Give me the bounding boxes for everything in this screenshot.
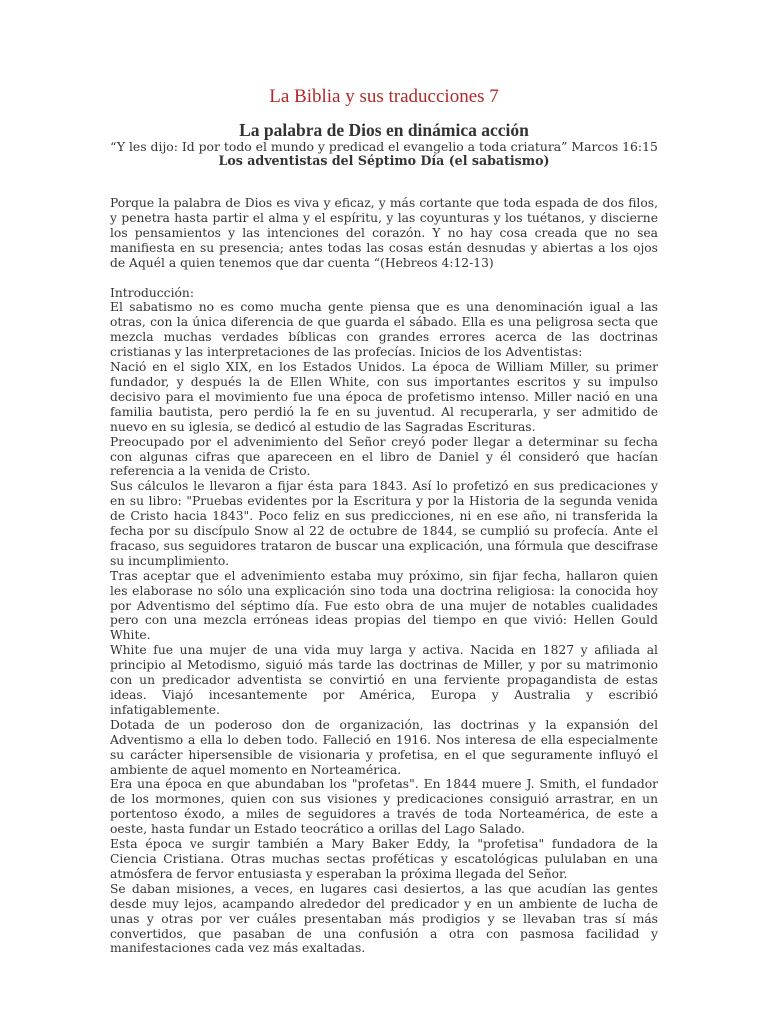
paragraph: Dotada de un poderoso don de organización, las doctrinas y la expansión del Adventismo a ella lo deben todo. Falleció en 1916. Nos interesa de ella especialmente su carácter hipersensible de visionaria y profetisa, en el que seguramente influyó el ambiente de aquel momento en Norteamérica. — [110, 717, 658, 777]
paragraph: Era una época en que abundaban los "profetas". En 1844 muere J. Smith, el fundador de los mormones, quien con sus visiones y predicaciones consiguió arrastrar, en un portentoso éxodo, a miles de seguidores a través de toda Norteamérica, de este a oeste, hasta fundar un Estado teocrático a orillas del Lago Salado. — [110, 777, 658, 837]
paragraph: Sus cálculos le llevaron a fijar ésta para 1843. Así lo profetizó en sus predicaciones y en su libro: "Pruebas evidentes por la Escritura y por la Historia de la segunda venida de Cristo hacia 1843". Poco feliz en sus predicciones, ni en ese año, ni transferida la fecha por su discípulo Snow al 22 de octubre de 1844, se cumplió su profecía. Ante el fracaso, sus seguidores trataron de buscar una explicación, una fórmula que descifrase su incumplimiento. — [110, 479, 658, 568]
main-title: La palabra de Dios en dinámica acción — [239, 120, 529, 140]
paragraph: Esta época ve surgir también a Mary Baker Eddy, la "profetisa" fundadora de la Ciencia Cristiana. Otras muchas sectas proféticas y escatológicas pululaban en una atmósfera de fervor entusiasta y esperaban la próxima llegada del Señor. — [110, 837, 658, 881]
paragraph: Preocupado por el advenimiento del Señor creyó poder llegar a determinar su fecha con algunas cifras que apareceen en el libro de Daniel y él consideró que hacían referencia a la venida de Cristo. — [110, 434, 658, 479]
series-title: La Biblia y sus traducciones 7 — [269, 86, 499, 107]
paragraph-introduction-heading: Introducción: — [110, 285, 194, 300]
epigraph-quote: “Y les dijo: Id por todo el mundo y predicad el evangelio a toda criatura” Marcos 16:15 — [110, 139, 658, 154]
paragraph: El sabatismo no es como mucha gente piensa que es una denominación igual a las otras, con la única diferencia de que guarda el sábado. Ella es una peligrosa secta que mezcla muchas verdades bíblicas con grandes errores acerca de las doctrinas cristianas y las interpretaciones de las profecías. Inicios de los Adventistas: — [110, 300, 658, 360]
paragraph: White fue una mujer de una vida muy larga y activa. Nacida en 1827 y afiliada al principio al Metodismo, siguió más tarde las doctrinas de Miller, y por su matrimonio con un predicador adventista se convirtió en una ferviente propagandista de estas ideas. Viajó incesantemente por América, Europa y Australia y escribió infatigablemente. — [110, 643, 658, 717]
paragraph-hebrews-quote: Porque la palabra de Dios es viva y eficaz, y más cortante que toda espada de dos filos, y penetra hasta partir el alma y el espíritu, y las coyunturas y los tuétanos, y discierne los pensamientos y las intenciones del corazón. Y no hay cosa creada que no sea manifiesta en su presencia; antes todas las cosas están desnudas y abiertas a los ojos de Aquél a quien tenemos que dar cuenta “(Hebreos 4:12-13) — [110, 196, 658, 270]
paragraph: Se daban misiones, a veces, en lugares casi desiertos, a las que acudían las gentes desde muy lejos, acampando alrededor del predicador y en un ambiente de lucha de unas y otras por ver cuáles presentaban más prodigios y se llevaban tras sí más convertidos, que pasaban de una confusión a otra con pasmosa facilidad y manifestaciones cada vez más exaltadas. — [110, 881, 658, 956]
body-text — [110, 196, 658, 956]
paragraph: Nació en el siglo XIX, en los Estados Unidos. La época de William Miller, su primer fundador, y después la de Ellen White, con sus importantes escritos y su impulso decisivo para el movimiento fue una época de profetismo intenso. Miller nació en una familia bautista, pero perdió la fe en su juventud. Al recuperarla, y ser admitido de nuevo en su iglesia, se dedicó al estudio de las Sagradas Escrituras. — [110, 360, 658, 434]
paragraph: Tras aceptar que el advenimiento estaba muy próximo, sin fijar fecha, hallaron quien les elaborase no sólo una explicación sino toda una doctrina religiosa: la conocida hoy por Adventismo del séptimo día. Fue esto obra de una mujer de notables cualidades pero con una mezcla erróneas ideas propias del tiempo en que vivió: Hellen Gould White. — [110, 568, 658, 643]
subtitle: Los adventistas del Séptimo Día (el sabatismo) — [218, 153, 550, 168]
